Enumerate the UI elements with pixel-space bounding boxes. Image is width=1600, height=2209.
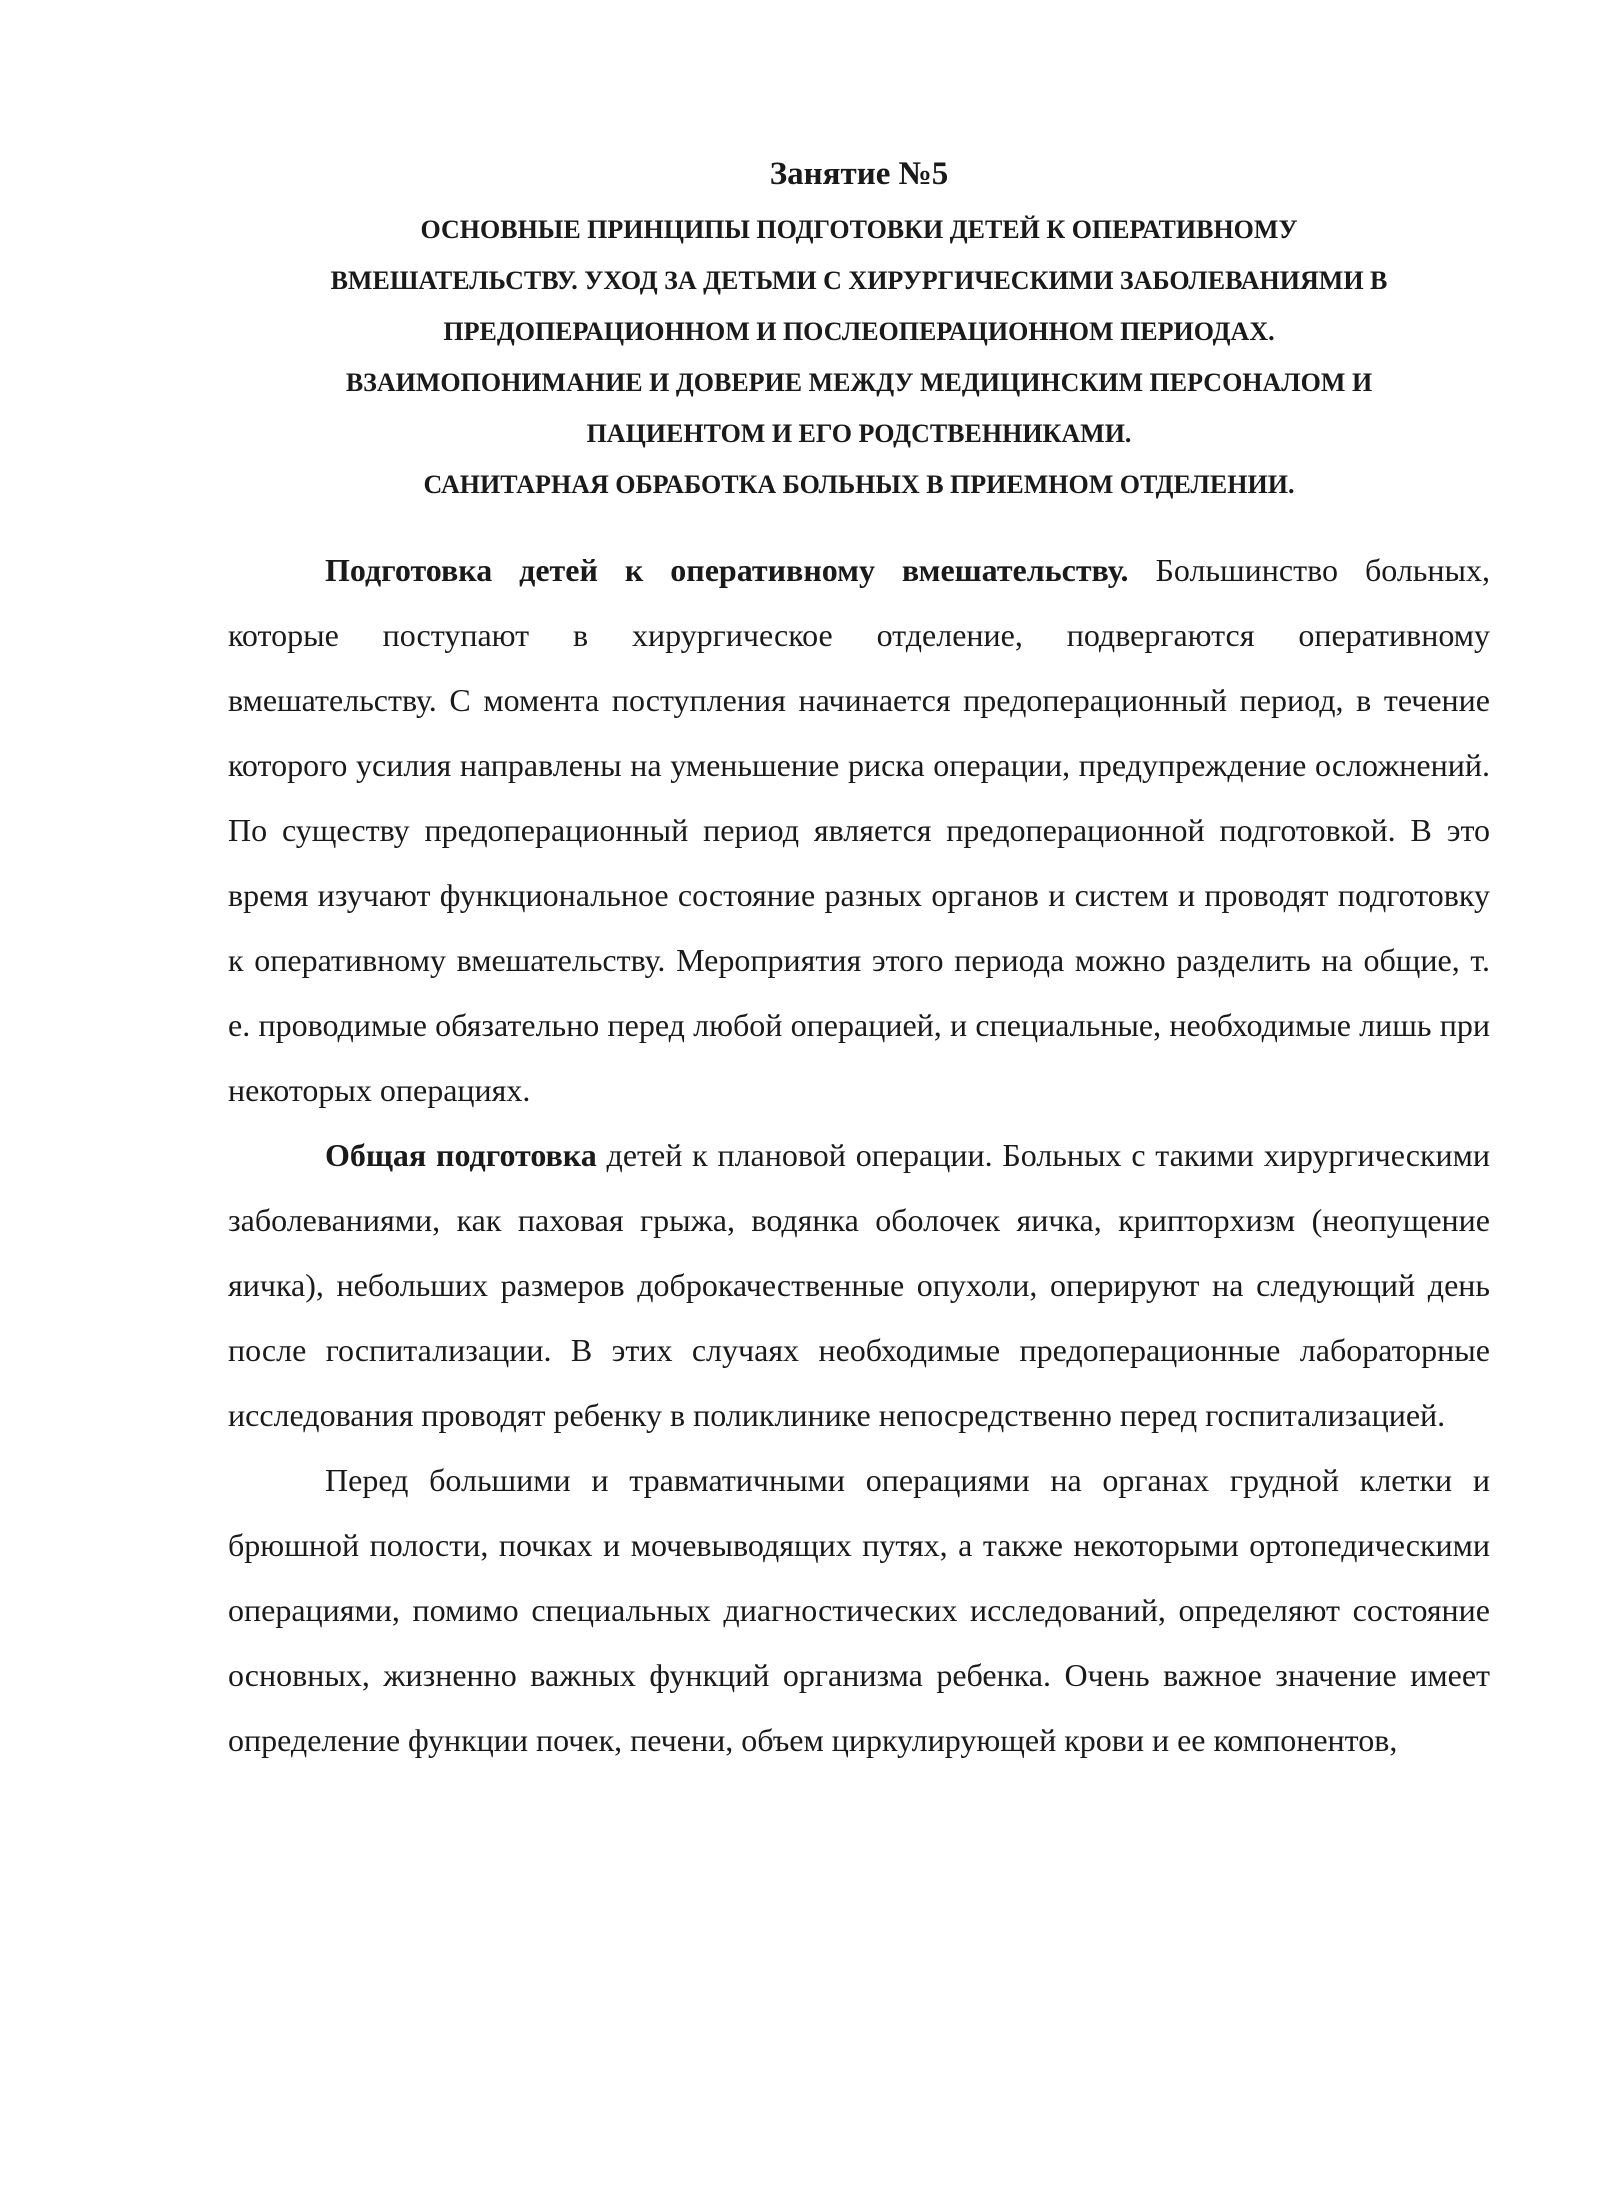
topic-line: ВМЕШАТЕЛЬСТВУ. УХОД ЗА ДЕТЬМИ С ХИРУРГИЧЕСКИМИ ЗАБОЛЕВАНИЯМИ В bbox=[330, 266, 1388, 295]
paragraph-lead-bold: Подготовка детей к оперативному вмешательству. bbox=[325, 552, 1129, 588]
topic-heading bbox=[228, 204, 1490, 510]
document-page bbox=[228, 150, 1490, 1773]
topic-line: ВЗАИМОПОНИМАНИЕ И ДОВЕРИЕ МЕЖДУ МЕДИЦИНСКИМ ПЕРСОНАЛОМ И bbox=[345, 368, 1373, 397]
paragraph-general-preparation bbox=[228, 1123, 1490, 1448]
paragraph-text: детей к плановой операции. Больных с такими хирургическими заболеваниями, как паховая грыжа, водянка оболочек яичка, крипторхизм (неопущение яичка), небольших размеров доброкачественные опухоли, оперируют на следующий день после госпитализации. В этих случаях необходимые предоперационные лабораторные исследования проводят ребенку в поликлинике непосредственно перед госпитализацией. bbox=[228, 1137, 1491, 1433]
paragraph-text: Большинство больных, которые поступают в хирургическое отделение, подвергаются оперативному вмешательству. С момента поступления начинается предоперационный период, в течение которого усилия направлены на уменьшение риска операции, предупреждение осложнений. По существу предоперационный период является предоперационной подготовкой. В это время изучают функциональное состояние разных органов и систем и проводят подготовку к оперативному вмешательству. Мероприятия этого периода можно разделить на общие, т. е. проводимые обязательно перед любой операцией, и специальные, необходимые лишь при некоторых операциях. bbox=[228, 552, 1491, 1108]
lesson-title: Занятие №5 bbox=[769, 156, 949, 192]
paragraph-text: Перед большими и травматичными операциями на органах грудной клетки и брюшной полости, почках и мочевыводящих путях, а также некоторыми ортопедическими операциями, помимо специальных диагностических исследований, определяют состояние основных, жизненно важных функций организма ребенка. Очень важное значение имеет определение функции почек, печени, объем циркулирующей крови и ее компонентов, bbox=[228, 1462, 1490, 1758]
body-text bbox=[228, 538, 1490, 1773]
paragraph-preparation bbox=[228, 538, 1490, 1123]
paragraph-lead-bold: Общая подготовка bbox=[325, 1137, 597, 1173]
paragraph-major-operations bbox=[228, 1448, 1490, 1773]
topic-line: САНИТАРНАЯ ОБРАБОТКА БОЛЬНЫХ В ПРИЕМНОМ ОТДЕЛЕНИИ. bbox=[423, 470, 1295, 499]
topic-line: ОСНОВНЫЕ ПРИНЦИПЫ ПОДГОТОВКИ ДЕТЕЙ К ОПЕРАТИВНОМУ bbox=[420, 215, 1298, 244]
topic-line: ПРЕДОПЕРАЦИОННОМ И ПОСЛЕОПЕРАЦИОННОМ ПЕРИОДАХ. bbox=[443, 317, 1275, 346]
topic-line: ПАЦИЕНТОМ И ЕГО РОДСТВЕННИКАМИ. bbox=[586, 419, 1132, 448]
